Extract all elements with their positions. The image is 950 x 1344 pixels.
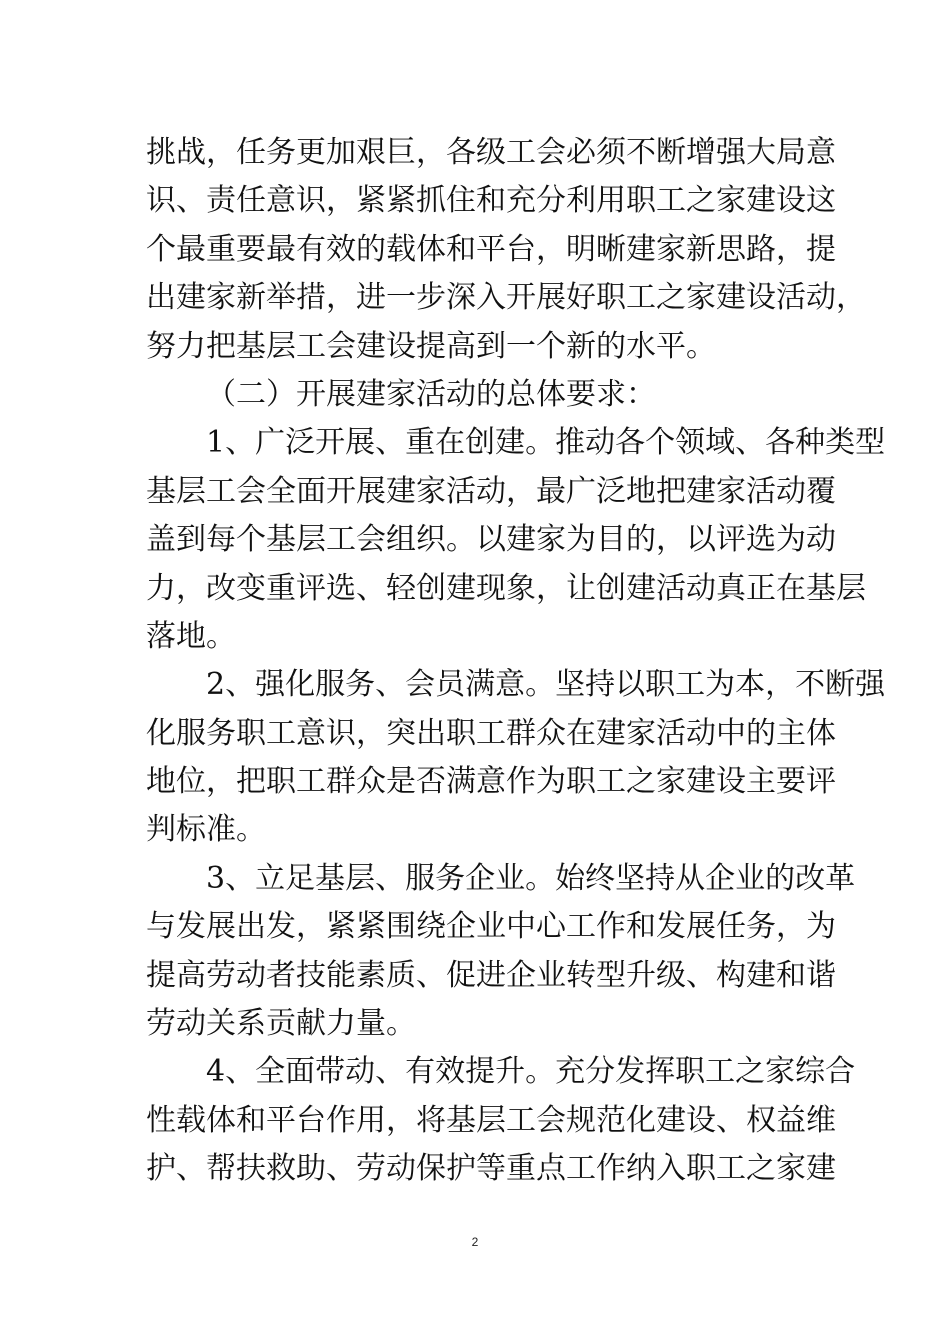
body-text — [146, 129, 886, 1194]
text-line: 挑战，任务更加艰巨，各级工会必须不断增强大局意 — [146, 135, 836, 170]
text-line: 性载体和平台作用，将基层工会规范化建设、权益维 — [146, 1102, 836, 1138]
section-heading: （二）开展建家活动的总体要求： — [206, 376, 656, 412]
text-line: 化服务职工意识，突出职工群众在建家活动中的主体 — [146, 715, 836, 751]
text-line: 与发展出发，紧紧围绕企业中心工作和发展任务，为 — [146, 909, 836, 945]
text-line: 努力把基层工会建设提高到一个新的水平。 — [146, 328, 716, 364]
text-line: 2、强化服务、会员满意。坚持以职工为本，不断强 — [206, 667, 886, 703]
text-line: 4、全面带动、有效提升。充分发挥职工之家综合 — [206, 1054, 856, 1090]
text-line: 护、帮扶救助、劳动保护等重点工作纳入职工之家建 — [146, 1151, 836, 1187]
text-line: 基层工会全面开展建家活动，最广泛地把建家活动覆 — [146, 473, 836, 509]
text-line: 地位，把职工群众是否满意作为职工之家建设主要评 — [146, 764, 836, 800]
text-line: 判标准。 — [146, 812, 266, 848]
text-line: 3、立足基层、服务企业。始终坚持从企业的改革 — [206, 860, 856, 896]
text-line: 劳动关系贡献力量。 — [146, 1006, 416, 1042]
text-line: 落地。 — [146, 618, 236, 654]
text-line: 个最重要最有效的载体和平台，明晰建家新思路，提 — [146, 231, 836, 267]
text-line: 提高劳动者技能素质、促进企业转型升级、构建和谐 — [146, 957, 836, 993]
text-line: 力，改变重评选、轻创建现象，让创建活动真正在基层 — [146, 570, 866, 606]
text-line: 出建家新举措，进一步深入开展好职工之家建设活动， — [146, 280, 866, 316]
text-line: 盖到每个基层工会组织。以建家为目的，以评选为动 — [146, 522, 836, 558]
page-number: 2 — [471, 1235, 479, 1249]
text-line: 1、广泛开展、重在创建。推动各个领域、各种类型 — [206, 425, 886, 461]
text-line: 识、责任意识，紧紧抓住和充分利用职工之家建设这 — [146, 183, 836, 219]
